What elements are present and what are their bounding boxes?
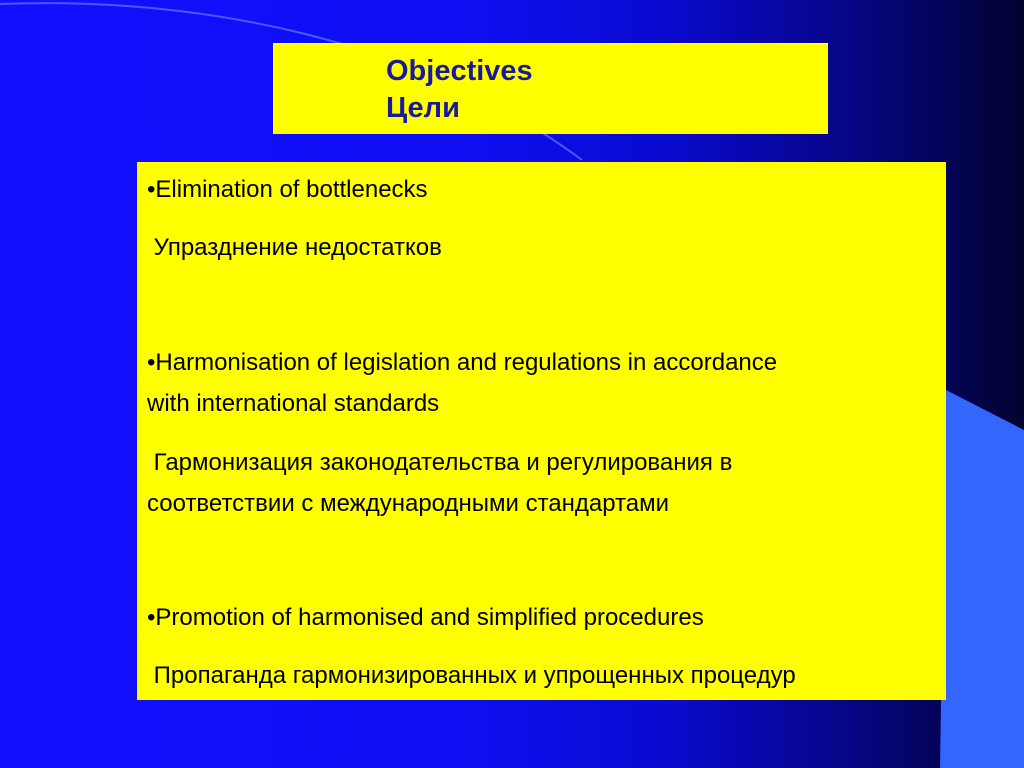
objective-2-russian-line-2: соответствии с международными стандартами bbox=[147, 490, 670, 517]
objective-3-russian-text: Пропаганда гармонизированных и упрощенных процедур bbox=[147, 662, 796, 689]
objective-3-english bbox=[147, 597, 937, 638]
title-russian: Цели bbox=[386, 92, 460, 124]
objective-1-english bbox=[147, 169, 937, 210]
objective-2-russian bbox=[147, 442, 937, 524]
objective-2-english-line-2: with international standards bbox=[147, 390, 440, 417]
background-light-shape bbox=[940, 390, 1024, 768]
objective-2-russian-line-1: Гармонизация законодательства и регулирования в bbox=[147, 449, 733, 476]
objective-1-english-text: •Elimination of bottlenecks bbox=[147, 176, 428, 203]
objective-1-russian bbox=[147, 227, 937, 268]
objective-1-russian-text: Упразднение недостатков bbox=[147, 234, 442, 261]
objective-3-russian bbox=[147, 655, 937, 696]
title-box bbox=[273, 43, 828, 134]
objective-3-english-text: •Promotion of harmonised and simplified procedures bbox=[147, 604, 704, 631]
objective-2-english-line-1: •Harmonisation of legislation and regulations in accordance bbox=[147, 349, 778, 376]
objectives-box bbox=[137, 162, 946, 700]
objective-2-english bbox=[147, 342, 937, 424]
title-english: Objectives bbox=[386, 55, 533, 87]
